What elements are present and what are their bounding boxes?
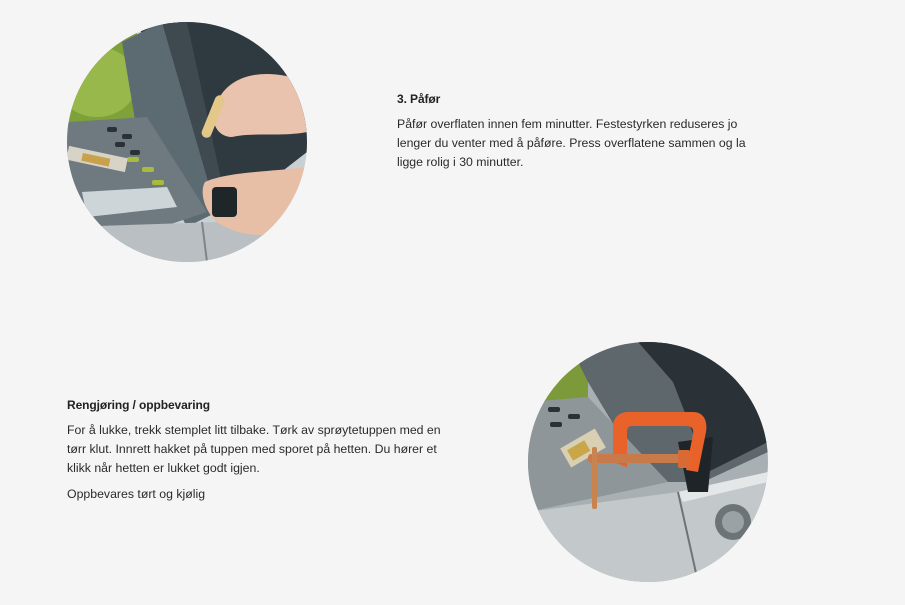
- cleaning-storage-section: [67, 396, 447, 511]
- apply-adhesive-illustration: [67, 22, 307, 262]
- clamp-illustration: [528, 342, 768, 582]
- storage-instructions-text: Oppbevares tørt og kjølig: [67, 487, 206, 501]
- cleaning-instructions-text: For å lukke, trekk stemplet litt tilbake. Tørk av sprøytetuppen med en tørr klut. Innrett hakket på tuppen med sporet på hetten. Du hører et klikk når hetten er lukket godt igjen.: [67, 423, 441, 475]
- step-apply-heading: 3. Påfør: [397, 92, 441, 106]
- cleaning-storage-heading: Rengjøring / oppbevaring: [67, 398, 210, 412]
- step-apply-text: Påfør overflaten innen fem minutter. Festestyrken reduseres jo lenger du venter med å påføre. Press overflatene sammen og la ligge rolig i 30 minutter.: [397, 117, 746, 169]
- step-apply-section: [397, 90, 767, 179]
- clamp-photo: [528, 342, 768, 582]
- apply-adhesive-photo: [67, 22, 307, 262]
